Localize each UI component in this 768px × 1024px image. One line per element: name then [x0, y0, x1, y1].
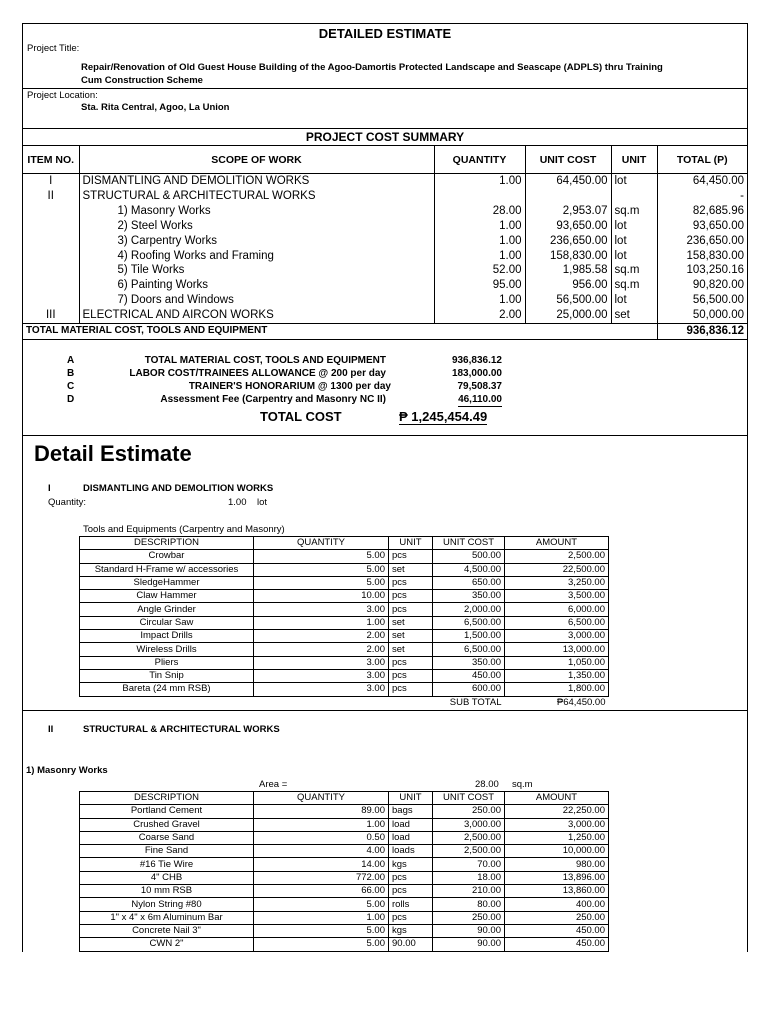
unit-cost: 500.00 — [433, 550, 505, 563]
quantity: 14.00 — [254, 858, 389, 871]
total: 64,450.00 — [657, 174, 747, 189]
recap-letter: D — [67, 394, 75, 405]
masonry-title: 1) Masonry Works — [26, 765, 108, 776]
quantity: 772.00 — [254, 871, 389, 884]
scope: 7) Doors and Windows — [79, 293, 434, 308]
area-label: Area = — [259, 779, 288, 790]
section2-number: II — [48, 724, 54, 735]
description: Crowbar — [80, 550, 254, 563]
unit-cost: 600.00 — [433, 683, 505, 696]
recap-value: 183,000.00 — [451, 368, 502, 379]
item-no: III — [23, 308, 79, 323]
unit-cost: 650.00 — [433, 576, 505, 589]
table-row — [80, 656, 609, 669]
amount: 1,800.00 — [505, 683, 609, 696]
unit-cost: 350.00 — [433, 656, 505, 669]
scope: 6) Painting Works — [79, 278, 434, 293]
project-title-line2: Cum Construction Scheme — [81, 75, 203, 86]
project-title-line1: Repair/Renovation of Old Guest House Building of the Agoo-Damortis Protected Landscape and Seascape (ADPLS) thru Training — [81, 62, 663, 73]
col-amount: AMOUNT — [505, 792, 609, 805]
description: 10 mm RSB — [80, 885, 254, 898]
summary-total-label: TOTAL MATERIAL COST, TOOLS AND EQUIPMENT — [23, 324, 657, 340]
total: 236,650.00 — [657, 234, 747, 249]
item-no: II — [23, 189, 79, 204]
table-row — [23, 174, 747, 189]
unit-cost: 956.00 — [525, 278, 611, 293]
scope: STRUCTURAL & ARCHITECTURAL WORKS — [79, 189, 434, 204]
recap-label: Assessment Fee (Carpentry and Masonry NC II) — [160, 394, 386, 405]
recap-letter: A — [67, 355, 75, 366]
total: 103,250.16 — [657, 263, 747, 278]
unit-cost: 90.00 — [433, 924, 505, 937]
table-row — [23, 219, 747, 234]
tools-header-row — [80, 537, 609, 550]
unit-cost: 3,000.00 — [433, 818, 505, 831]
table-row — [23, 308, 747, 323]
recap-letter: B — [67, 368, 75, 379]
total: 90,820.00 — [657, 278, 747, 293]
total-cost-value: ₱ 1,245,454.49 — [399, 409, 488, 424]
unit: pcs — [389, 656, 433, 669]
quantity: 3.00 — [254, 669, 389, 682]
project-title-label: Project Title: — [27, 43, 80, 54]
col-amount: AMOUNT — [505, 537, 609, 550]
unit: 90.00 — [389, 938, 433, 951]
scope: DISMANTLING AND DEMOLITION WORKS — [79, 174, 434, 189]
unit: load — [389, 818, 433, 831]
unit: pcs — [389, 911, 433, 924]
scope: 5) Tile Works — [79, 263, 434, 278]
unit-cost: 250.00 — [433, 911, 505, 924]
table-row — [23, 204, 747, 219]
description: 1" x 4" x 6m Aluminum Bar — [80, 911, 254, 924]
scope: 3) Carpentry Works — [79, 234, 434, 249]
table-row — [23, 234, 747, 249]
tools-table — [79, 536, 609, 709]
amount: 22,500.00 — [505, 563, 609, 576]
unit-cost: 25,000.00 — [525, 308, 611, 323]
summary-total-row — [23, 324, 747, 340]
table-row — [80, 550, 609, 563]
col-description: DESCRIPTION — [80, 792, 254, 805]
recap-letter: C — [67, 381, 75, 392]
unit-cost: 250.00 — [433, 805, 505, 818]
table-row — [80, 669, 609, 682]
section2-title: STRUCTURAL & ARCHITECTURAL WORKS — [83, 724, 280, 735]
col-unit-cost: UNIT COST — [433, 537, 505, 550]
col-unit: UNIT — [389, 792, 433, 805]
table-row — [80, 603, 609, 616]
section1-number: I — [48, 483, 51, 494]
unit: bags — [389, 805, 433, 818]
unit: pcs — [389, 590, 433, 603]
col-scope: SCOPE OF WORK — [79, 146, 434, 174]
item-no — [23, 204, 79, 219]
unit-cost: 2,953.07 — [525, 204, 611, 219]
unit: pcs — [389, 669, 433, 682]
area-unit: sq.m — [512, 779, 533, 790]
unit — [611, 189, 657, 204]
col-unit: UNIT — [389, 537, 433, 550]
amount: 1,050.00 — [505, 656, 609, 669]
amount: 250.00 — [505, 911, 609, 924]
unit-cost: 350.00 — [433, 590, 505, 603]
amount: 1,350.00 — [505, 669, 609, 682]
total-cost-label: TOTAL COST — [260, 409, 342, 424]
total: 93,650.00 — [657, 219, 747, 234]
description: Concrete Nail 3" — [80, 924, 254, 937]
table-row — [80, 885, 609, 898]
table-row — [80, 898, 609, 911]
quantity: 1.00 — [434, 219, 525, 234]
quantity: 5.00 — [254, 924, 389, 937]
quantity: 1.00 — [434, 174, 525, 189]
amount: 13,896.00 — [505, 871, 609, 884]
section1-qty-value: 1.00 — [228, 497, 247, 508]
project-location-label: Project Location: — [27, 90, 98, 101]
table-row — [80, 630, 609, 643]
unit: lot — [611, 219, 657, 234]
description: Nylon String #80 — [80, 898, 254, 911]
unit-cost: 4,500.00 — [433, 563, 505, 576]
unit-cost: 6,500.00 — [433, 616, 505, 629]
amount: 1,250.00 — [505, 831, 609, 844]
tools-title: Tools and Equipments (Carpentry and Masonry) — [83, 524, 285, 535]
unit: set — [389, 563, 433, 576]
unit-cost: 80.00 — [433, 898, 505, 911]
unit-cost: 18.00 — [433, 871, 505, 884]
area-value: 28.00 — [475, 779, 499, 790]
unit: pcs — [389, 683, 433, 696]
quantity: 2.00 — [434, 308, 525, 323]
unit-cost: 450.00 — [433, 669, 505, 682]
quantity: 5.00 — [254, 898, 389, 911]
unit: lot — [611, 249, 657, 264]
description: Pliers — [80, 656, 254, 669]
unit: sq.m — [611, 263, 657, 278]
unit-cost: 2,500.00 — [433, 831, 505, 844]
table-row — [80, 911, 609, 924]
table-row — [23, 249, 747, 264]
cost-summary-table — [23, 145, 747, 340]
unit: set — [389, 643, 433, 656]
description: Claw Hammer — [80, 590, 254, 603]
quantity: 10.00 — [254, 590, 389, 603]
amount: 13,000.00 — [505, 643, 609, 656]
quantity: 28.00 — [434, 204, 525, 219]
table-row — [23, 293, 747, 308]
unit: set — [389, 630, 433, 643]
unit-cost: 6,500.00 — [433, 643, 505, 656]
unit-cost: 90.00 — [433, 938, 505, 951]
quantity: 1.00 — [434, 234, 525, 249]
total: 56,500.00 — [657, 293, 747, 308]
unit: pcs — [389, 603, 433, 616]
table-row — [80, 831, 609, 844]
description: CWN 2" — [80, 938, 254, 951]
scope: 4) Roofing Works and Framing — [79, 249, 434, 264]
unit-cost: 1,985.58 — [525, 263, 611, 278]
unit: kgs — [389, 858, 433, 871]
summary-heading: PROJECT COST SUMMARY — [305, 130, 465, 144]
description: Circular Saw — [80, 616, 254, 629]
scope: ELECTRICAL AND AIRCON WORKS — [79, 308, 434, 323]
table-row — [80, 590, 609, 603]
quantity: 5.00 — [254, 938, 389, 951]
quantity: 95.00 — [434, 278, 525, 293]
subtotal-row — [80, 696, 609, 709]
description: Bareta (24 mm RSB) — [80, 683, 254, 696]
description: Portland Cement — [80, 805, 254, 818]
recap-value: 79,508.37 — [457, 381, 502, 392]
col-quantity: QUANTITY — [254, 792, 389, 805]
summary-header-row — [23, 146, 747, 174]
amount: 3,000.00 — [505, 630, 609, 643]
unit: sq.m — [611, 278, 657, 293]
masonry-table — [79, 791, 609, 952]
quantity: 3.00 — [254, 603, 389, 616]
unit: set — [389, 616, 433, 629]
col-unit-cost: UNIT COST — [525, 146, 611, 174]
quantity: 52.00 — [434, 263, 525, 278]
amount: 13,860.00 — [505, 885, 609, 898]
amount: 3,000.00 — [505, 818, 609, 831]
amount: 3,250.00 — [505, 576, 609, 589]
description: Wireless Drills — [80, 643, 254, 656]
quantity: 2.00 — [254, 630, 389, 643]
item-no — [23, 234, 79, 249]
table-row — [23, 263, 747, 278]
description: Impact Drills — [80, 630, 254, 643]
unit: sq.m — [611, 204, 657, 219]
table-row — [80, 845, 609, 858]
unit: pcs — [389, 550, 433, 563]
item-no — [23, 278, 79, 293]
quantity: 3.00 — [254, 656, 389, 669]
table-row — [23, 189, 747, 204]
total: 50,000.00 — [657, 308, 747, 323]
quantity: 3.00 — [254, 683, 389, 696]
table-row — [80, 938, 609, 951]
description: SledgeHammer — [80, 576, 254, 589]
table-row — [80, 871, 609, 884]
item-no — [23, 293, 79, 308]
unit: pcs — [389, 885, 433, 898]
masonry-header-row — [80, 792, 609, 805]
quantity: 1.00 — [434, 293, 525, 308]
quantity: 4.00 — [254, 845, 389, 858]
unit: loads — [389, 845, 433, 858]
unit: lot — [611, 293, 657, 308]
unit: pcs — [389, 576, 433, 589]
unit: lot — [611, 174, 657, 189]
recap-label: TOTAL MATERIAL COST, TOOLS AND EQUIPMENT — [144, 355, 386, 366]
unit-cost — [525, 189, 611, 204]
recap-label: LABOR COST/TRAINEES ALLOWANCE @ 200 per day — [129, 368, 386, 379]
amount: 450.00 — [505, 938, 609, 951]
total: 158,830.00 — [657, 249, 747, 264]
unit: set — [611, 308, 657, 323]
unit-cost: 2,500.00 — [433, 845, 505, 858]
scope: 1) Masonry Works — [79, 204, 434, 219]
amount: 6,000.00 — [505, 603, 609, 616]
table-row — [80, 924, 609, 937]
amount: 10,000.00 — [505, 845, 609, 858]
description: Fine Sand — [80, 845, 254, 858]
unit-cost: 1,500.00 — [433, 630, 505, 643]
unit: kgs — [389, 924, 433, 937]
quantity: 66.00 — [254, 885, 389, 898]
description: 4" CHB — [80, 871, 254, 884]
unit-cost: 93,650.00 — [525, 219, 611, 234]
unit-cost: 236,650.00 — [525, 234, 611, 249]
quantity — [434, 189, 525, 204]
quantity: 1.00 — [254, 616, 389, 629]
unit: load — [389, 831, 433, 844]
recap-label: TRAINER'S HONORARIUM @ 1300 per day — [188, 381, 391, 392]
quantity: 2.00 — [254, 643, 389, 656]
amount: 2,500.00 — [505, 550, 609, 563]
quantity: 1.00 — [434, 249, 525, 264]
unit-cost: 64,450.00 — [525, 174, 611, 189]
detail-estimate-heading: Detail Estimate — [34, 441, 192, 466]
unit-cost: 2,000.00 — [433, 603, 505, 616]
description: Crushed Gravel — [80, 818, 254, 831]
quantity: 1.00 — [254, 911, 389, 924]
amount: 3,500.00 — [505, 590, 609, 603]
document-title: DETAILED ESTIMATE — [318, 26, 452, 41]
description: #16 Tie Wire — [80, 858, 254, 871]
subtotal-label: SUB TOTAL — [449, 696, 502, 708]
item-no — [23, 219, 79, 234]
item-no: I — [23, 174, 79, 189]
total: 82,685.96 — [657, 204, 747, 219]
quantity: 89.00 — [254, 805, 389, 818]
table-row — [80, 616, 609, 629]
item-no — [23, 249, 79, 264]
table-row — [80, 576, 609, 589]
total: - — [657, 189, 747, 204]
table-row — [80, 858, 609, 871]
summary-total-value: 936,836.12 — [657, 324, 747, 340]
table-row — [80, 818, 609, 831]
col-unit: UNIT — [611, 146, 657, 174]
unit-cost: 158,830.00 — [525, 249, 611, 264]
table-row — [80, 643, 609, 656]
description: Tin Snip — [80, 669, 254, 682]
section1-qty-label: Quantity: — [48, 497, 87, 508]
col-unit-cost: UNIT COST — [433, 792, 505, 805]
col-description: DESCRIPTION — [80, 537, 254, 550]
amount: 450.00 — [505, 924, 609, 937]
estimate-sheet — [22, 23, 748, 952]
unit-cost: 210.00 — [433, 885, 505, 898]
amount: 6,500.00 — [505, 616, 609, 629]
col-item-no: ITEM NO. — [23, 146, 79, 174]
table-row — [80, 805, 609, 818]
description: Coarse Sand — [80, 831, 254, 844]
item-no — [23, 263, 79, 278]
unit: lot — [611, 234, 657, 249]
scope: 2) Steel Works — [79, 219, 434, 234]
col-total: TOTAL (P) — [657, 146, 747, 174]
section1-title: DISMANTLING AND DEMOLITION WORKS — [83, 483, 274, 494]
quantity: 0.50 — [254, 831, 389, 844]
subtotal-value: ₱64,450.00 — [556, 696, 606, 708]
unit-cost: 70.00 — [433, 858, 505, 871]
table-row — [80, 563, 609, 576]
amount: 980.00 — [505, 858, 609, 871]
table-row — [23, 278, 747, 293]
quantity: 5.00 — [254, 550, 389, 563]
col-quantity: QUANTITY — [254, 537, 389, 550]
amount: 22,250.00 — [505, 805, 609, 818]
recap-value: 46,110.00 — [458, 394, 502, 405]
unit-cost: 56,500.00 — [525, 293, 611, 308]
quantity: 5.00 — [254, 563, 389, 576]
table-row — [80, 683, 609, 696]
amount: 400.00 — [505, 898, 609, 911]
recap-value: 936,836.12 — [451, 355, 502, 366]
quantity: 1.00 — [254, 818, 389, 831]
unit: rolls — [389, 898, 433, 911]
section1-qty-unit: lot — [257, 497, 268, 508]
col-quantity: QUANTITY — [434, 146, 525, 174]
unit: pcs — [389, 871, 433, 884]
description: Angle Grinder — [80, 603, 254, 616]
project-location: Sta. Rita Central, Agoo, La Union — [81, 102, 230, 113]
quantity: 5.00 — [254, 576, 389, 589]
description: Standard H-Frame w/ accessories — [80, 563, 254, 576]
